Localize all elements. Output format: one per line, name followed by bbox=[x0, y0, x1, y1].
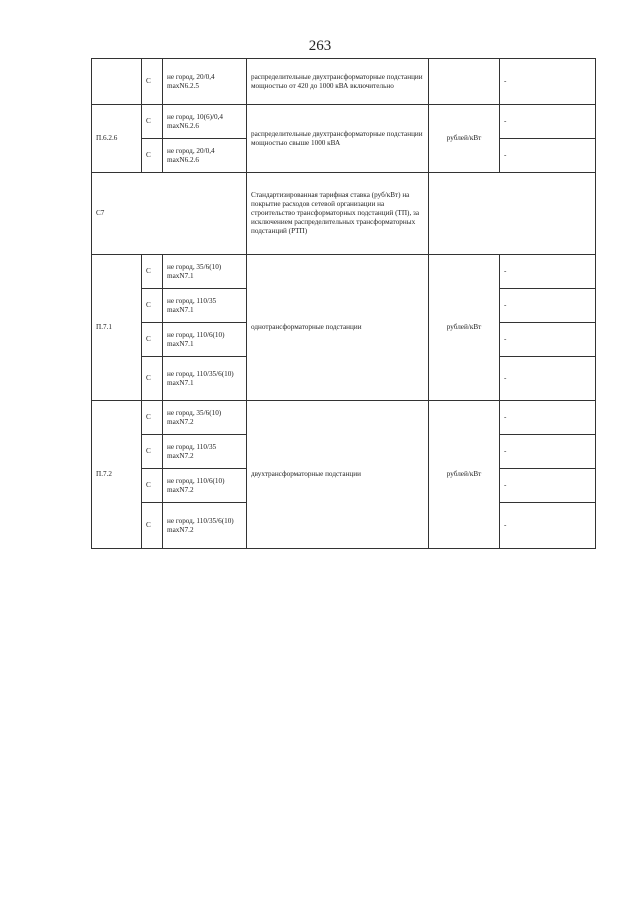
value-cell: - bbox=[500, 469, 596, 503]
condition-cell: не город, 110/6(10) maxN7.2 bbox=[163, 469, 247, 503]
c-cell: С bbox=[142, 323, 163, 357]
value-cell: - bbox=[500, 255, 596, 289]
condition-cell: не город, 35/6(10) maxN7.1 bbox=[163, 255, 247, 289]
unit-cell: рублей/кВт bbox=[429, 105, 500, 173]
code-cell: С7 bbox=[92, 173, 247, 255]
table-row bbox=[92, 173, 596, 255]
value-cell: - bbox=[500, 105, 596, 139]
condition-cell: не город, 10(6)/0,4 maxN6.2.6 bbox=[163, 105, 247, 139]
condition-cell: не город, 110/35/6(10) maxN7.2 bbox=[163, 503, 247, 549]
empty-cell bbox=[429, 173, 596, 255]
c-cell: С bbox=[142, 435, 163, 469]
table-row bbox=[92, 59, 596, 105]
c-cell: С bbox=[142, 105, 163, 139]
c-cell: С bbox=[142, 503, 163, 549]
code-cell: П.6.2.6 bbox=[92, 105, 142, 173]
c-cell: С bbox=[142, 139, 163, 173]
value-cell: - bbox=[500, 357, 596, 401]
condition-cell: не город, 35/6(10) maxN7.2 bbox=[163, 401, 247, 435]
condition-cell: не город, 20/0,4 maxN6.2.5 bbox=[163, 59, 247, 105]
condition-cell: не город, 110/35 maxN7.2 bbox=[163, 435, 247, 469]
tariff-table bbox=[91, 58, 596, 549]
table-row bbox=[92, 255, 596, 289]
c-cell: С bbox=[142, 469, 163, 503]
table-row bbox=[92, 401, 596, 435]
c-cell: С bbox=[142, 255, 163, 289]
description-cell: Стандартизированная тарифная ставка (руб/кВт) на покрытие расходов сетевой организации на строительство трансформаторных подстанций (ТП), за исключением распределительных трансформаторных подстанций (РТП) bbox=[247, 173, 429, 255]
value-cell: - bbox=[500, 139, 596, 173]
value-cell: - bbox=[500, 435, 596, 469]
condition-cell: не город, 110/6(10) maxN7.1 bbox=[163, 323, 247, 357]
unit-cell: рублей/кВт bbox=[429, 401, 500, 549]
description-cell: двухтрансформаторные подстанции bbox=[247, 401, 429, 549]
value-cell: - bbox=[500, 289, 596, 323]
description-cell: однотрансформаторные подстанции bbox=[247, 255, 429, 401]
code-cell bbox=[92, 59, 142, 105]
page-number: 263 bbox=[308, 38, 332, 54]
c-cell: С bbox=[142, 289, 163, 323]
table-row bbox=[92, 105, 596, 139]
unit-cell bbox=[429, 59, 500, 105]
value-cell: - bbox=[500, 323, 596, 357]
description-cell: распределительные двухтрансформаторные подстанции мощностью свыше 1000 кВА bbox=[247, 105, 429, 173]
unit-cell: рублей/кВт bbox=[429, 255, 500, 401]
c-cell: С bbox=[142, 59, 163, 105]
code-cell: П.7.2 bbox=[92, 401, 142, 549]
description-cell: распределительные двухтрансформаторные подстанции мощностью от 420 до 1000 кВА включительно bbox=[247, 59, 429, 105]
value-cell: - bbox=[500, 503, 596, 549]
c-cell: С bbox=[142, 401, 163, 435]
value-cell: - bbox=[500, 59, 596, 105]
condition-cell: не город, 110/35/6(10) maxN7.1 bbox=[163, 357, 247, 401]
code-cell: П.7.1 bbox=[92, 255, 142, 401]
c-cell: С bbox=[142, 357, 163, 401]
condition-cell: не город, 20/0,4 maxN6.2.6 bbox=[163, 139, 247, 173]
value-cell: - bbox=[500, 401, 596, 435]
condition-cell: не город, 110/35 maxN7.1 bbox=[163, 289, 247, 323]
